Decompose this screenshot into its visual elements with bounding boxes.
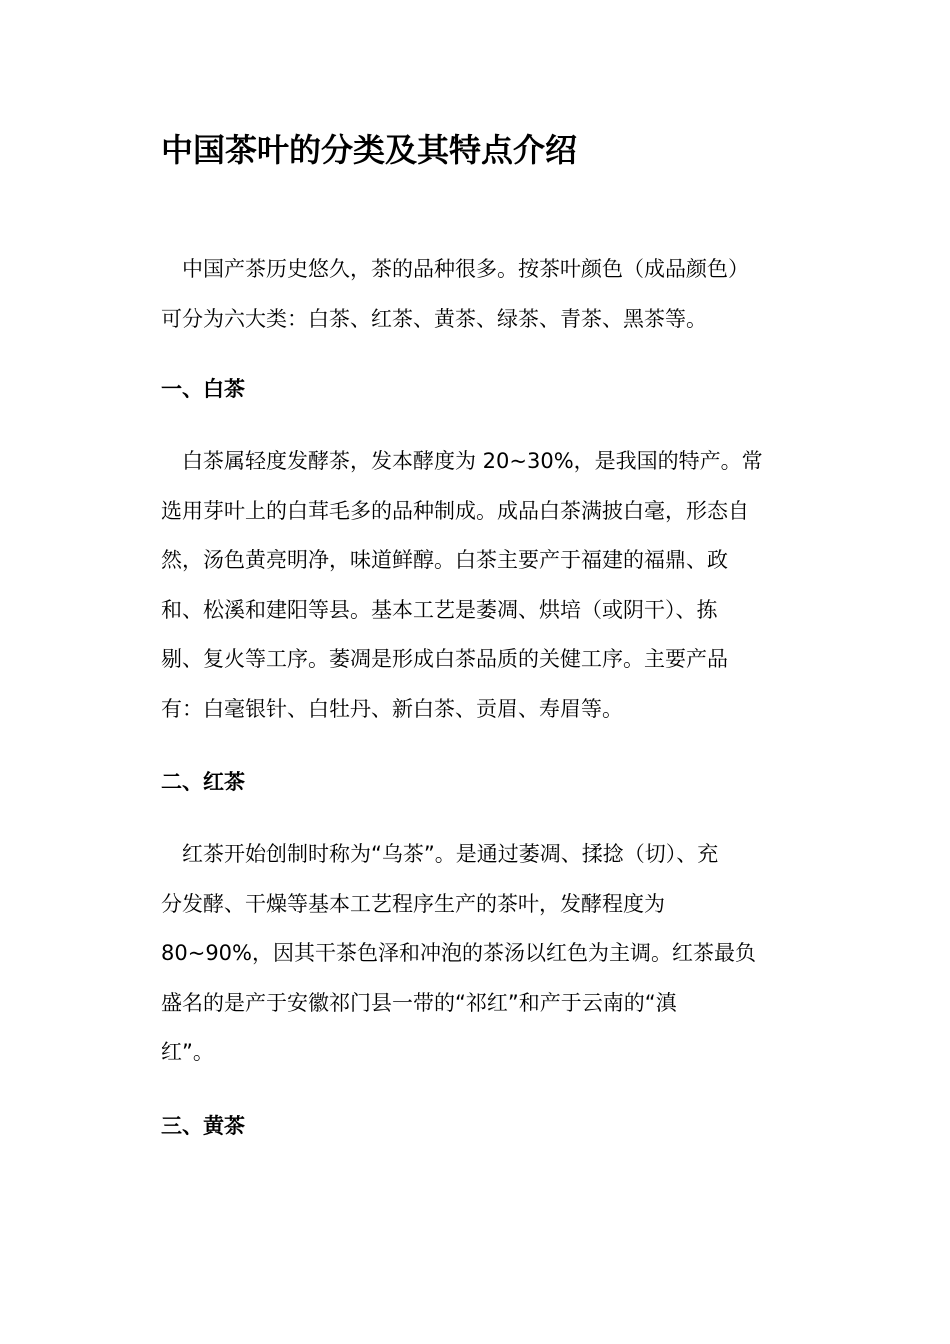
- paragraph-line: 有：白毫银针、白牡丹、新白茶、贡眉、寿眉等。: [161, 696, 623, 721]
- section-heading-yellow-tea: 三、黄茶: [161, 1114, 245, 1138]
- paragraph-line: 剔、复火等工序。萎凋是形成白茶品质的关健工序。主要产品: [161, 647, 728, 671]
- intro-paragraph: [161, 245, 791, 344]
- paragraph-line: 和、松溪和建阳等县。基本工艺是萎凋、烘培（或阴干）、拣: [161, 597, 718, 622]
- document-title: 中国茶叶的分类及其特点介绍: [161, 131, 578, 169]
- paragraph-line: 盛名的是产于安徽祁门县一带的“祁红”和产于云南的“滇: [161, 990, 677, 1015]
- paragraph-line: 80~90%，因其干茶色泽和冲泡的茶汤以红色为主调。红茶最负: [161, 941, 756, 965]
- paragraph-line: 选用芽叶上的白茸毛多的品种制成。成品白茶满披白毫，形态自: [161, 498, 749, 523]
- paragraph-line: 分发酵、干燥等基本工艺程序生产的茶叶，发酵程度为: [161, 891, 665, 916]
- paragraph-line: 可分为六大类：白茶、红茶、黄茶、绿茶、青茶、黑茶等。: [161, 306, 707, 331]
- paragraph-line: 中国产茶历史悠久，茶的品种很多。按茶叶颜色（成品颜色）: [161, 257, 749, 281]
- paragraph-line: 红茶开始创制时称为“乌茶”。是通过萎凋、揉捻（切）、充: [161, 842, 719, 866]
- section-paragraph-white-tea: [161, 437, 791, 734]
- section-paragraph-black-tea: [161, 830, 791, 1078]
- paragraph-line: 白茶属轻度发酵茶，发本酵度为 20~30%，是我国的特产。常: [161, 449, 763, 473]
- section-heading-white-tea: 一、白茶: [161, 377, 245, 401]
- paragraph-line: 然，汤色黄亮明净，味道鲜醇。白茶主要产于福建的福鼎、政: [161, 548, 728, 572]
- paragraph-line: 红”。: [161, 1040, 214, 1064]
- section-heading-black-tea: 二、红茶: [161, 770, 245, 794]
